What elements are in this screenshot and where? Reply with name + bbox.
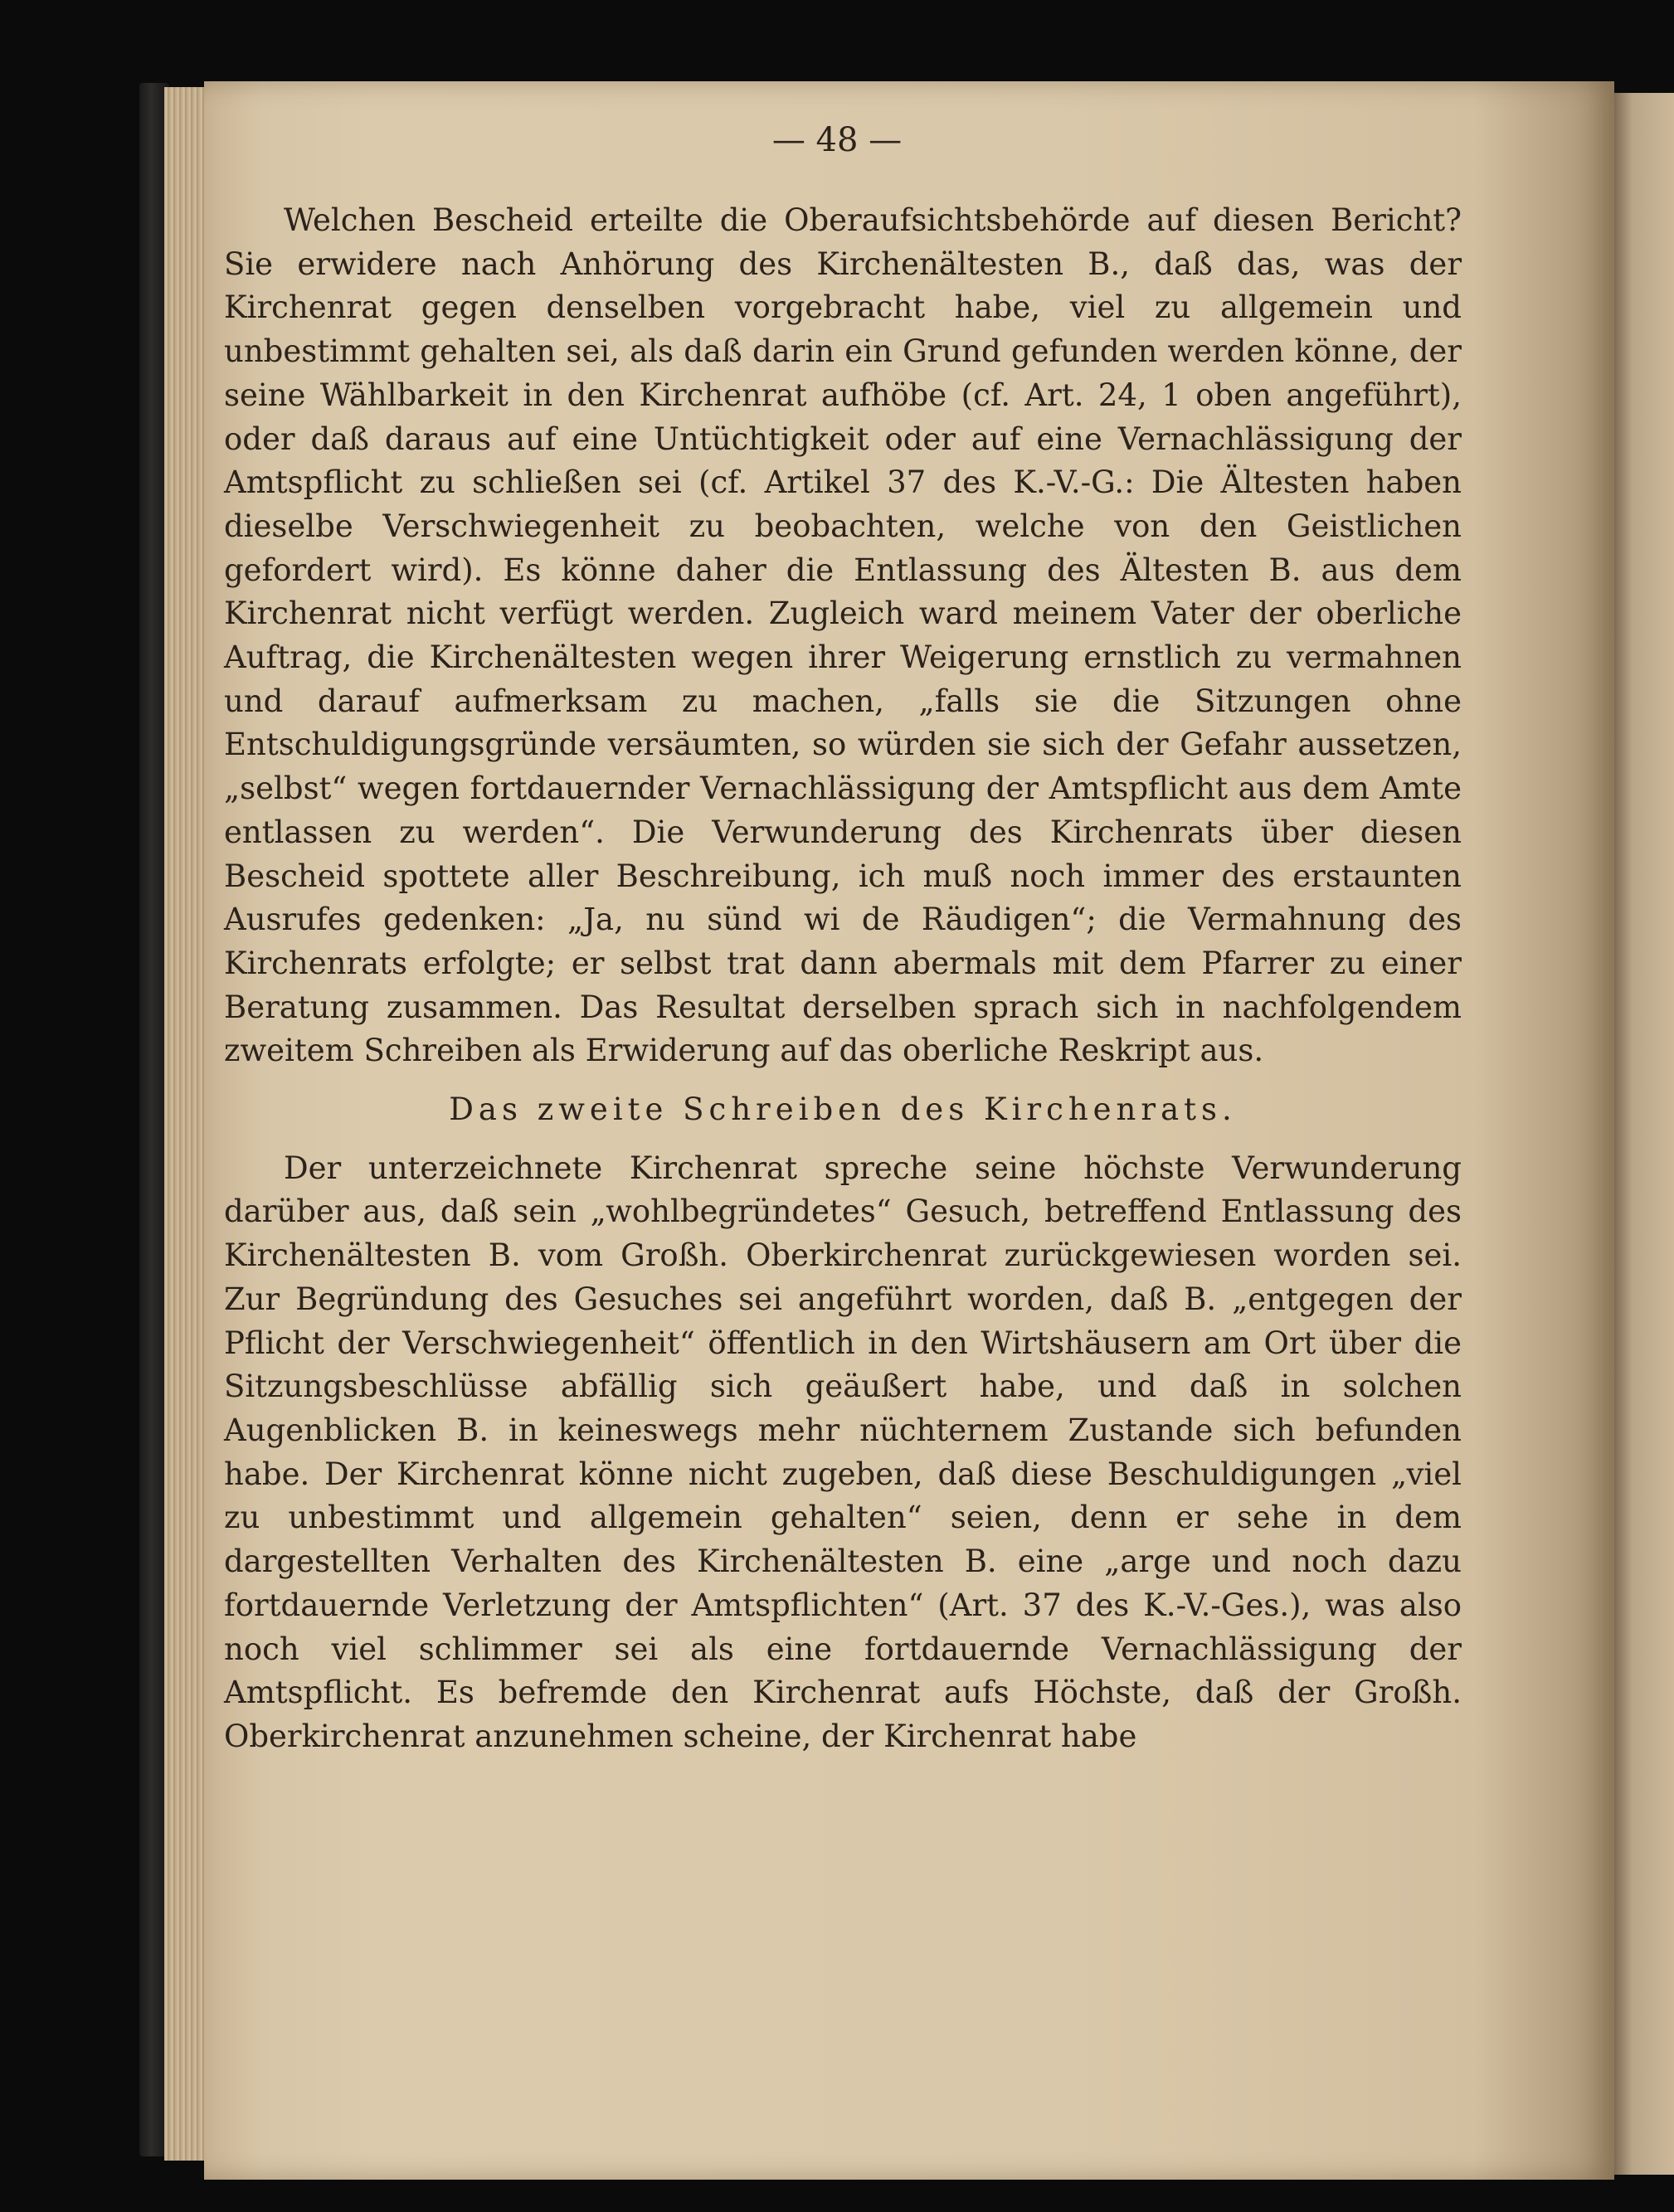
paragraph-1: Welchen Bescheid erteilte die Oberaufsichtsbehörde auf diesen Bericht? Sie erwidere nach Anhörung des Kirchenältesten B., daß das, was der Kirchenrat gegen denselben vorgebracht habe, viel zu allgemein und unbestimmt gehalten sei, als daß darin ein Grund gefunden werden könne, der seine Wählbarkeit in den Kirchenrat aufhöbe (cf. Art. 24, 1 oben angeführt), oder daß daraus auf eine Untüchtigkeit oder auf eine Vernachlässigung der Amtspflicht zu schließen sei (cf. Artikel 37 des K.-V.-G.: Die Ältesten haben dieselbe Verschwiegenheit zu beobachten, welche von den Geistlichen gefordert wird). Es könne daher die Entlassung des Ältesten B. aus dem Kirchenrat nicht verfügt werden. Zugleich ward meinem Vater der oberliche Auftrag, die Kirchenältesten wegen ihrer Weigerung ernstlich zu vermahnen und darauf aufmerksam zu machen, „falls sie die Sitzungen ohne Entschuldigungsgründe versäumten, so würden sie sich der Gefahr aussetzen, „selbst“ wegen fortdauernder Vernachlässigung der Amtspflicht aus dem Amte entlassen zu werden“. Die Verwunderung des Kirchenrats über diesen Bescheid spottete aller Beschreibung, ich muß noch immer des erstaunten Ausrufes gedenken: „Ja, nu sünd wi de Räudigen“; die Vermahnung des Kirchenrats erfolgte; er selbst trat dann abermals mit dem Pfarrer zu einer Beratung zusammen. Das Resultat derselben sprach sich in nachfolgendem zweitem Schreiben als Erwiderung auf das oberliche Reskript aus. bbox=[224, 202, 1462, 1069]
page-edges bbox=[164, 87, 204, 2161]
paragraph-2: Der unterzeichnete Kirchenrat spreche seine höchste Verwunderung darüber aus, daß sein „wohlbegründetes“ Gesuch, betreffend Entlassung des Kirchenältesten B. vom Großh. Oberkirchenrat zurückgewiesen worden sei. Zur Begründung des Gesuches sei angeführt worden, daß B. „entgegen der Pflicht der Verschwiegenheit“ öffentlich in den Wirtshäusern am Ort über die Sitzungsbeschlüsse abfällig sich geäußert habe, und daß in solchen Augenblicken B. in keineswegs mehr nüchternem Zustande sich befunden habe. Der Kirchenrat könne nicht zugeben, daß diese Beschuldigungen „viel zu unbestimmt und allgemein gehalten“ seien, denn er sehe in dem dargestellten Verhalten des Kirchenältesten B. eine „arge und noch dazu fortdauernde Verletzung der Amtspflichten“ (Art. 37 des K.-V.-Ges.), was also noch viel schlimmer sei als eine fortdauernde Vernachlässigung der Amtspflicht. Es befremde den Kirchenrat aufs Höchste, daß der Großh. Oberkirchenrat anzunehmen scheine, der Kirchenrat habe bbox=[224, 1150, 1462, 1754]
page-body bbox=[224, 199, 1462, 1759]
page-number: — 48 — bbox=[771, 121, 903, 159]
section-heading: Das zweite Schreiben des Kirchenrats. bbox=[449, 1091, 1237, 1128]
adjacent-page-edge bbox=[1614, 93, 1674, 2175]
